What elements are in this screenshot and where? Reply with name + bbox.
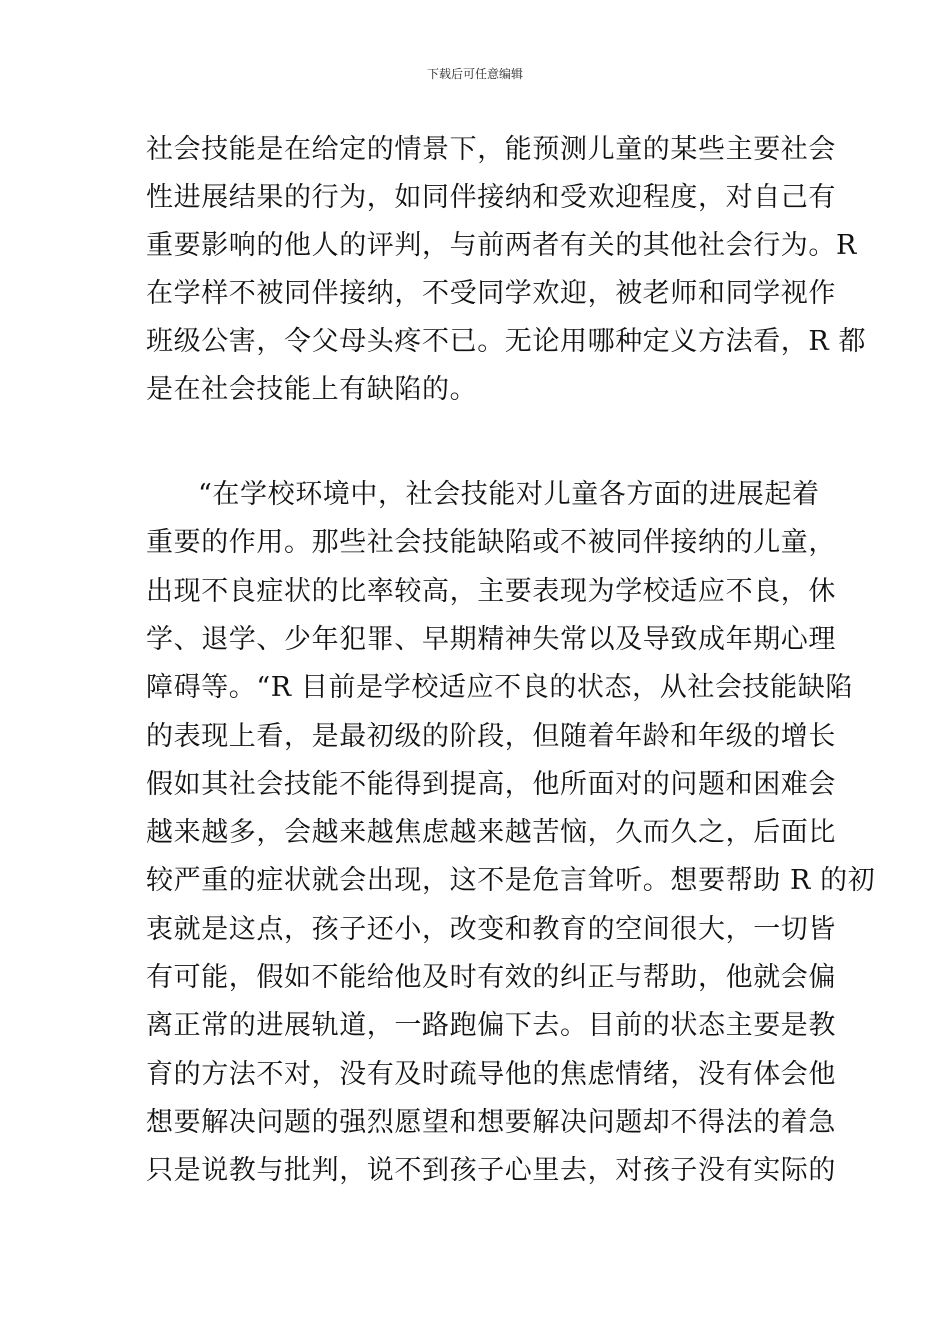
text-line: 社会技能是在给定的情景下，能预测儿童的某些主要社会 bbox=[146, 134, 836, 165]
text-line: 性进展结果的行为，如同伴接纳和受欢迎程度，对自己有 bbox=[146, 182, 836, 213]
text-line: “在学校环境中，社会技能对儿童各方面的进展起着 bbox=[198, 479, 820, 510]
page-header: 下载后可任意编辑 bbox=[426, 67, 523, 81]
text-line: 想要解决问题的强烈愿望和想要解决问题却不得法的着急 bbox=[146, 1107, 836, 1138]
text-line: 假如其社会技能不能得到提高，他所面对的问题和困难会 bbox=[146, 769, 836, 800]
text-line: 育的方法不对，没有及时疏导他的焦虑情绪，没有体会他 bbox=[146, 1059, 836, 1090]
text-line: 较严重的症状就会出现，这不是危言耸听。想要帮助 R 的初 bbox=[146, 865, 876, 896]
text-line: 只是说教与批判，说不到孩子心里去，对孩子没有实际的 bbox=[146, 1155, 836, 1186]
text-line: 是在社会技能上有缺陷的。 bbox=[146, 374, 478, 405]
text-line: 重要影响的他人的评判，与前两者有关的其他社会行为。R bbox=[146, 230, 857, 261]
text-line: 障碍等。“R 目前是学校适应不良的状态，从社会技能缺陷 bbox=[146, 672, 853, 703]
text-line: 越来越多，会越来越焦虑越来越苦恼，久而久之，后面比 bbox=[146, 817, 836, 848]
text-line: 重要的作用。那些社会技能缺陷或不被同伴接纳的儿童， bbox=[146, 527, 836, 558]
text-line: 的表现上看，是最初级的阶段，但随着年龄和年级的增长 bbox=[146, 721, 836, 752]
text-line: 衷就是这点，孩子还小，改变和教育的空间很大，一切皆 bbox=[146, 914, 836, 945]
text-line: 出现不良症状的比率较高，主要表现为学校适应不良，休 bbox=[146, 576, 836, 607]
text-line: 班级公害，令父母头疼不已。无论用哪种定义方法看，R 都 bbox=[146, 326, 867, 357]
text-line: 有可能，假如不能给他及时有效的纠正与帮助，他就会偏 bbox=[146, 962, 836, 993]
text-line: 在学样不被同伴接纳，不受同学欢迎，被老师和同学视作 bbox=[146, 278, 836, 309]
text-line: 学、退学、少年犯罪、早期精神失常以及导致成年期心理 bbox=[146, 624, 836, 655]
text-line: 离正常的进展轨道，一路跑偏下去。目前的状态主要是教 bbox=[146, 1010, 836, 1041]
